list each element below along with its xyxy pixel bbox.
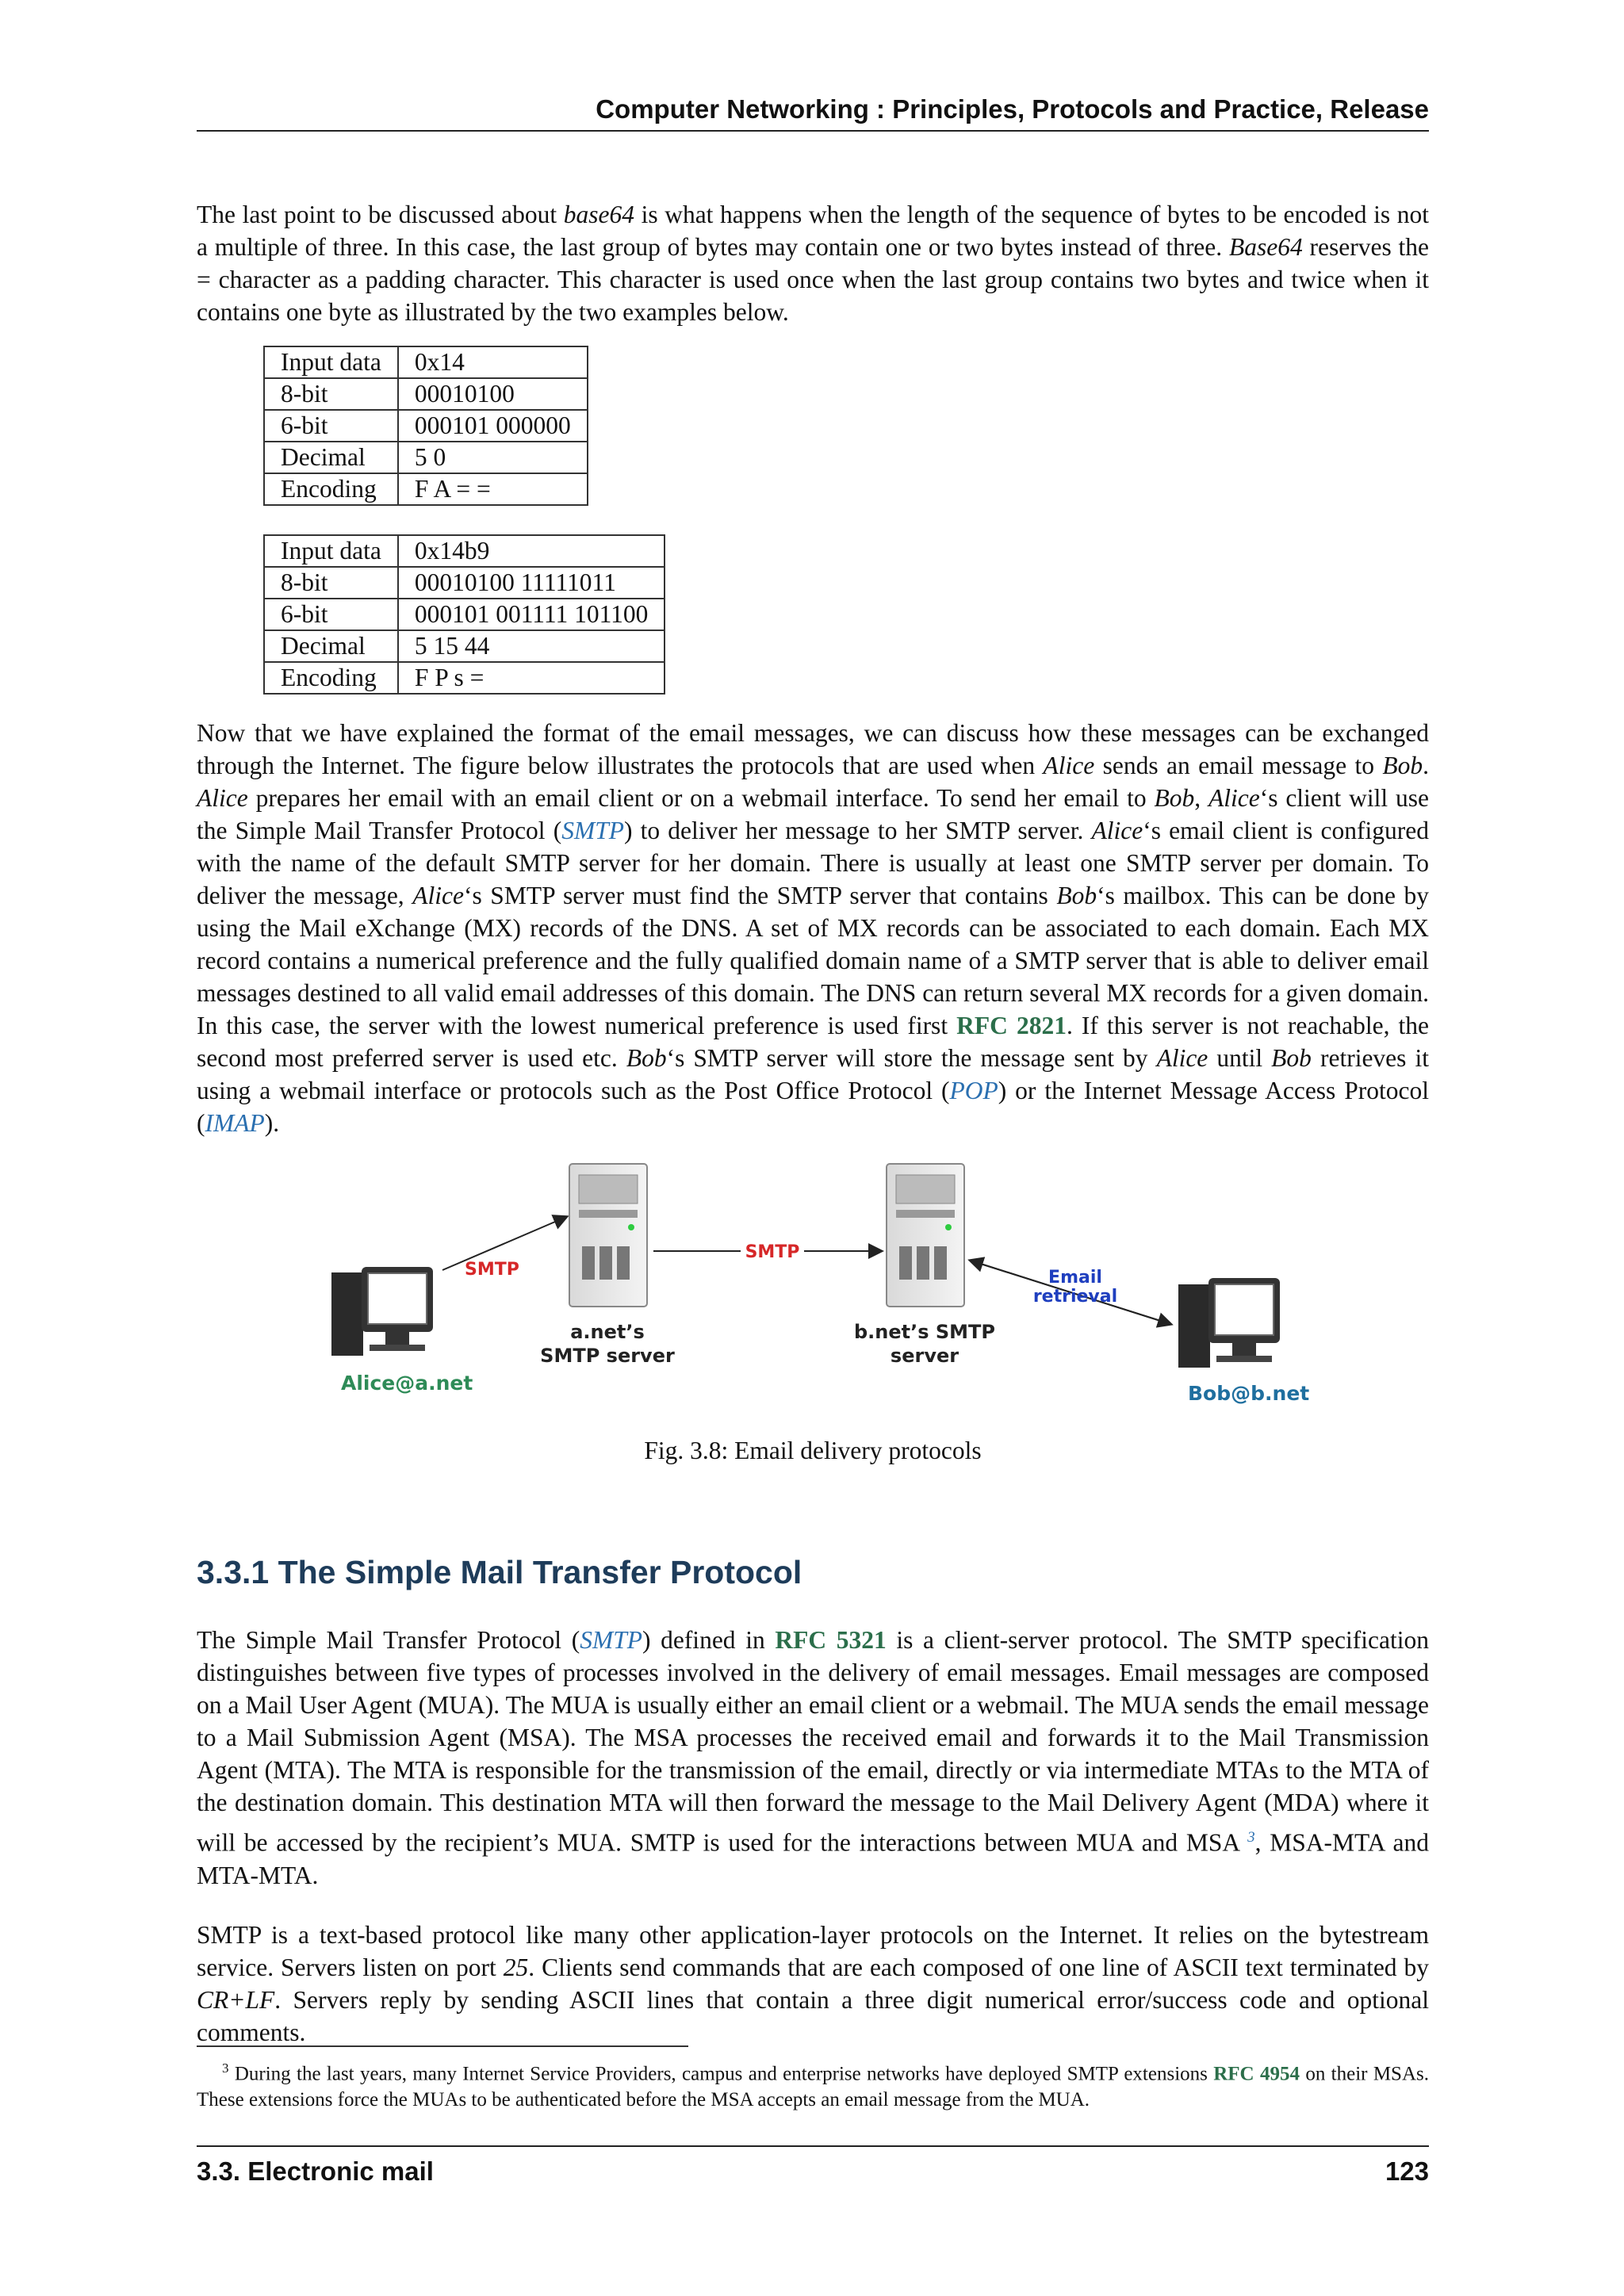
table-row: Encoding F P s = bbox=[264, 662, 665, 694]
server-a-label-line1: a.net’s bbox=[570, 1321, 645, 1343]
footnote: $^3$ During the last years, many Internet Service Providers, campus and enterprise networks have deployed SMTP extensions RFC 4954 on their MSAs. These extensions force the MUAs to be authenticated before the MSA accepts an email message from the MUA. bbox=[197, 2061, 1429, 2111]
email-retrieval-label-line1: Email bbox=[1048, 1268, 1102, 1288]
table-row: Input data 0x14b9 bbox=[264, 535, 665, 567]
base64-table-one-byte bbox=[263, 346, 588, 506]
smtp-label-left: SMTP bbox=[465, 1260, 519, 1280]
server-b-label-line2: server bbox=[890, 1345, 959, 1367]
alice-address: Alice@a.net bbox=[341, 1372, 473, 1395]
imap-link[interactable]: IMAP bbox=[205, 1109, 265, 1137]
email-retrieval-label-line2: retrieval bbox=[1032, 1287, 1118, 1307]
figure-caption: Fig. 3.8: Email delivery protocols bbox=[644, 1437, 982, 1464]
bob-computer-icon bbox=[1178, 1278, 1280, 1368]
email-delivery-figure bbox=[314, 1158, 1345, 1419]
server-b-icon bbox=[887, 1164, 964, 1307]
paragraph-base64-padding: The last point to be discussed about base64 is what happens when the length of the sequence of bytes to be encoded is not a multiple of three. In this case, the last group of bytes may contain one or two bytes instead of three. Base64 reserves the = character as a padding character. This character is used once when the last group contains two bytes and twice when it contains one byte as illustrated by the two examples below. bbox=[197, 201, 1429, 326]
table-row: 8-bit 00010100 11111011 bbox=[264, 567, 665, 599]
table-row: Input data 0x14 bbox=[264, 346, 588, 378]
rfc-2821-link[interactable]: RFC 2821 bbox=[956, 1012, 1067, 1039]
rfc-4954-link[interactable]: RFC 4954 bbox=[1213, 2063, 1300, 2085]
page-number: 123 bbox=[1385, 2156, 1429, 2186]
server-a-label-line2: SMTP server bbox=[540, 1345, 675, 1367]
base64-table-two-bytes bbox=[263, 534, 665, 695]
smtp-link[interactable]: SMTP bbox=[580, 1626, 642, 1654]
alice-computer-icon bbox=[331, 1267, 433, 1356]
server-a-icon bbox=[569, 1164, 647, 1307]
running-footer bbox=[197, 2145, 1429, 2191]
paragraph-smtp-text-protocol: SMTP is a text-based protocol like many other application-layer protocols on the Internet. It relies on the bytestream service. Servers listen on port 25. Clients send commands that are each composed of one line of ASCII text terminated by CR+LF. Servers reply by sending ASCII lines that contain a three digit numerical error/success code and optional comments. bbox=[197, 1921, 1429, 2046]
pop-link[interactable]: POP bbox=[949, 1077, 998, 1104]
bob-address: Bob@b.net bbox=[1188, 1382, 1310, 1405]
table-row: 6-bit 000101 001111 101100 bbox=[264, 599, 665, 630]
footnote-ref[interactable]: 3 bbox=[1247, 1829, 1255, 1846]
rfc-5321-link[interactable]: RFC 5321 bbox=[775, 1626, 887, 1654]
paragraph-email-delivery: Now that we have explained the format of the email messages, we can discuss how these messages can be exchanged through the Internet. The figure below illustrates the protocols that are used when Alice sends an email message to Bob. Alice prepares her email with an email client or on a webmail interface. To send her email to Bob, Alice‘s client will use the Simple Mail Transfer Protocol (SMTP) to deliver her message to her SMTP server. Alice‘s email client is configured with the name of the default SMTP server for her domain. There is usually at least one SMTP server per domain. To deliver the message, Alice‘s SMTP server must find the SMTP server that contains Bob‘s mailbox. This can be done by using the Mail eXchange (MX) records of the DNS. A set of MX records can be associated to each domain. Each MX record contains a numerical preference and the fully qualified domain name of a SMTP server that is able to deliver email messages destined to all valid email addresses of this domain. The DNS can return several MX records for a given domain. In this case, the server with the lowest numerical preference is used first RFC 2821. If this server is not reachable, the second most preferred server is used etc. Bob‘s SMTP server will store the message sent by Alice until Bob retrieves it using a webmail interface or protocols such as the Post Office Protocol (POP) or the Internet Message Access Protocol (IMAP). bbox=[197, 719, 1430, 1137]
table-row: Decimal 5 0 bbox=[264, 442, 588, 473]
smtp-link[interactable]: SMTP bbox=[561, 817, 624, 844]
smtp-label-middle: SMTP bbox=[745, 1242, 800, 1262]
table-row: 8-bit 00010100 bbox=[264, 378, 588, 410]
paragraph-smtp-definition: The Simple Mail Transfer Protocol (SMTP) defined in RFC 5321 is a client-server protocol. The SMTP specification distinguishes between five types of processes involved in the delivery of email messages. Email messages are composed on a Mail User Agent (MUA). The MUA is usually either an email client or a webmail. The MUA sends the email message to a Mail Submission Agent (MSA). The MSA processes the received email and forwards it to the Mail Transmission Agent (MTA). The MTA is responsible for the transmission of the email, directly or via intermediate MTAs to the MTA of the destination domain. This destination MTA will then forward the message to the Mail Delivery Agent (MDA) where it will be accessed by the recipient’s MUA. SMTP is used for the interactions between MUA and MSA $^3$, MSA-MTA and MTA-MTA. bbox=[197, 1626, 1430, 1889]
table-row: Decimal 5 15 44 bbox=[264, 630, 665, 662]
server-b-label-line1: b.net’s SMTP bbox=[853, 1321, 996, 1343]
footnote-divider bbox=[197, 2045, 688, 2047]
table-row: 6-bit 000101 000000 bbox=[264, 410, 588, 442]
table-row: Encoding F A = = bbox=[264, 473, 588, 505]
section-heading: 3.3.1 The Simple Mail Transfer Protocol bbox=[197, 1554, 802, 1590]
running-header: Computer Networking : Principles, Protocols and Practice, Release bbox=[197, 89, 1429, 132]
footer-section: 3.3. Electronic mail bbox=[197, 2156, 434, 2186]
